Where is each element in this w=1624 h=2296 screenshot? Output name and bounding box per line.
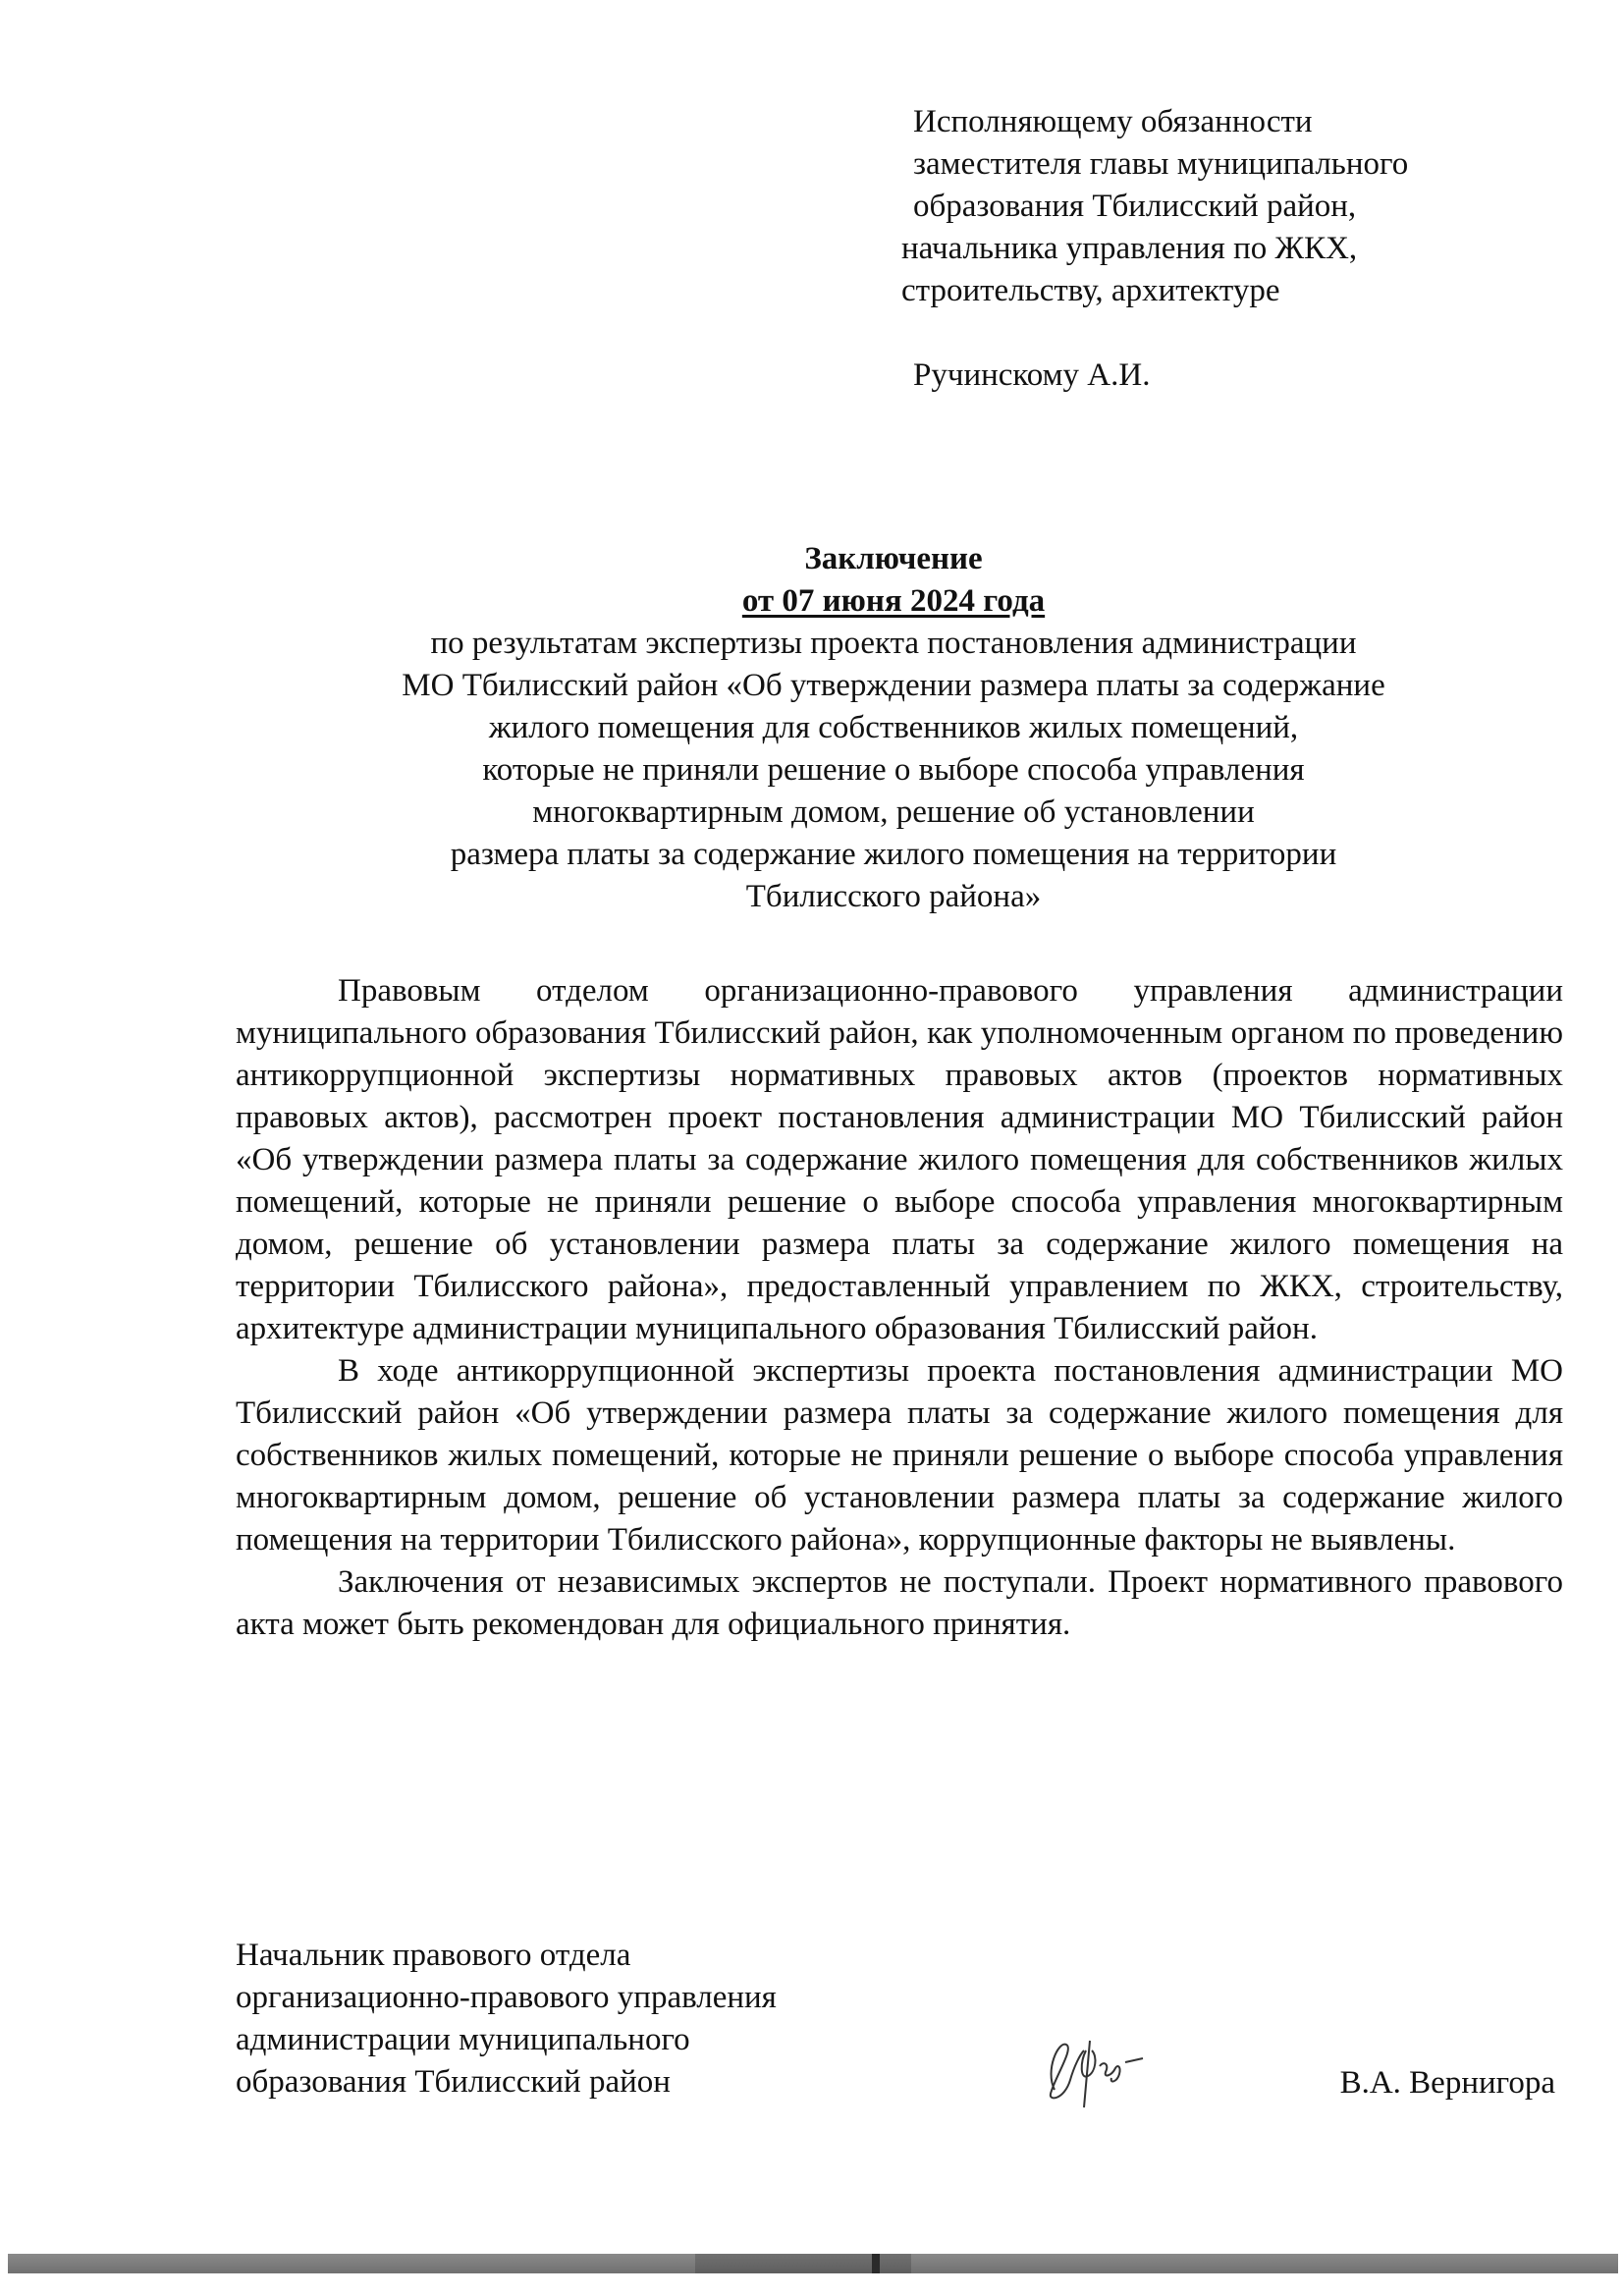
signatory-name: В.А. Вернигора	[1339, 2065, 1555, 2101]
document-title-block	[236, 538, 1551, 918]
addressee-name: Ручинскому А.И.	[913, 357, 1151, 393]
body-paragraph: В ходе антикоррупционной экспертизы проекта постановления администрации МО Тбилисский район «Об утверждении размера платы за содержание жилого помещения для собственников жилых помещений, которые не приняли решение о выборе способа управления многоквартирным домом, решение об установлении размера платы за содержание жилого помещения на территории Тбилисского района», коррупционные факторы не выявлены.	[236, 1353, 1563, 1558]
document-body	[236, 970, 1563, 1646]
scan-artifact	[872, 2254, 880, 2273]
document-title: Заключение	[804, 541, 983, 576]
body-paragraph: Правовым отделом организационно-правового управления администрации муниципального образования Тбилисский район, как уполномоченным органом по проведению антикоррупционной экспертизы нормативных правовых актов (проектов нормативных правовых актов), рассмотрен проект постановления администрации МО Тбилисский район «Об утверждении размера платы за содержание жилого помещения для собственников жилых помещений, которые не приняли решение о выборе способа управления многоквартирным домом, решение об установлении размера платы за содержание жилого помещения на территории Тбилисского района», предоставленный управлением по ЖКХ, строительству, архитектуре администрации муниципального образования Тбилисский район.	[236, 973, 1563, 1346]
addressee-block	[901, 101, 1569, 397]
signatory-position-line: организационно-правового управления	[236, 1980, 777, 2015]
addressee-line: строительству, архитектуре	[901, 273, 1280, 308]
addressee-line: заместителя главы муниципального	[913, 146, 1409, 182]
subtitle-line: многоквартирным домом, решение об установлении	[532, 794, 1255, 830]
addressee-line: Исполняющему обязанности	[913, 104, 1313, 139]
subtitle-line: по результатам экспертизы проекта постановления администрации	[430, 626, 1357, 661]
subtitle-line: МО Тбилисский район «Об утверждении размера платы за содержание	[402, 668, 1385, 703]
subtitle-line: жилого помещения для собственников жилых помещений,	[488, 710, 1299, 745]
signatory-position-line: администрации муниципального	[236, 2022, 690, 2057]
subtitle-line: которые не приняли решение о выборе способа управления	[482, 752, 1305, 788]
handwritten-signature-icon	[1041, 2021, 1149, 2109]
addressee-line: образования Тбилисский район,	[913, 189, 1357, 224]
subtitle-line: размера платы за содержание жилого помещения на территории	[450, 837, 1337, 872]
body-paragraph: Заключения от независимых экспертов не поступали. Проект нормативного правового акта может быть рекомендован для официального принятия.	[236, 1564, 1563, 1642]
addressee-line: начальника управления по ЖКХ,	[901, 231, 1358, 266]
signatory-position-line: Начальник правового отдела	[236, 1938, 631, 1973]
document-date: от 07 июня 2024 года	[741, 583, 1046, 619]
subtitle-line: Тбилисского района»	[745, 879, 1042, 914]
signatory-position-line: образования Тбилисский район	[236, 2064, 671, 2100]
scan-edge-bar	[8, 2254, 1618, 2273]
signature-block	[236, 1935, 1571, 2131]
signatory-position	[236, 1935, 777, 2104]
